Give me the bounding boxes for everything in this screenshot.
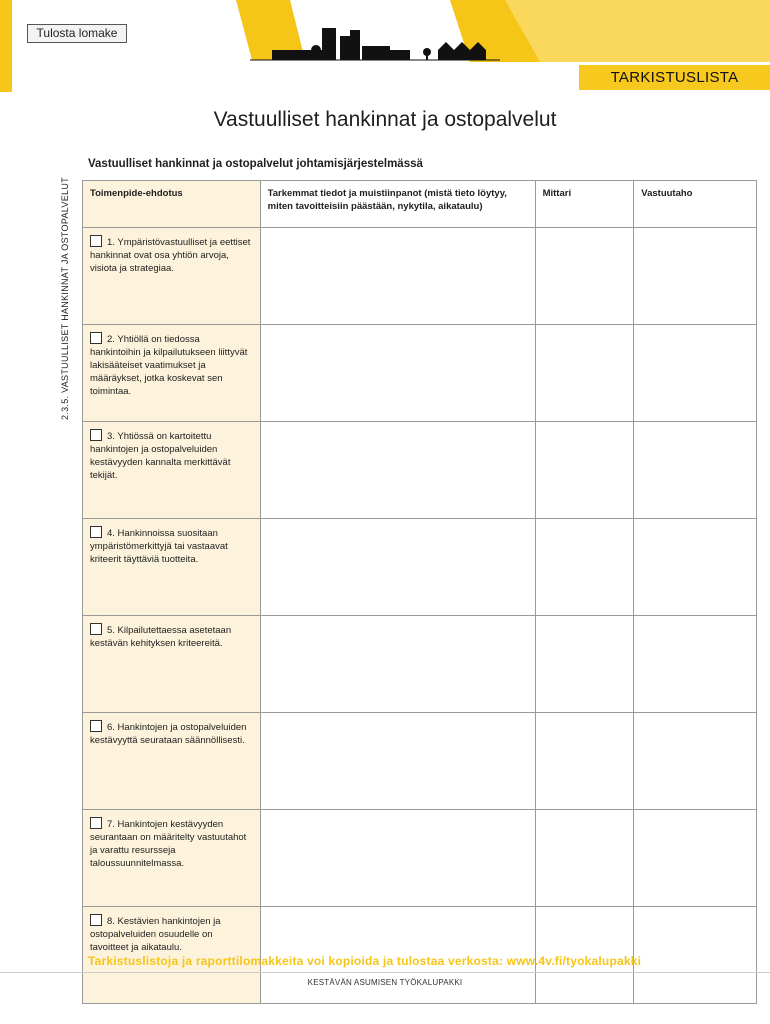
column-header-action: Toimenpide-ehdotus — [83, 181, 261, 228]
print-form-button[interactable]: Tulosta lomake — [27, 24, 127, 43]
table-row — [83, 810, 757, 907]
checkbox[interactable] — [90, 914, 102, 926]
notes-cell[interactable] — [260, 810, 535, 907]
table-row — [83, 228, 757, 325]
table-row — [83, 713, 757, 810]
checklist-table — [82, 180, 757, 1004]
toolkit-web-link[interactable]: Tarkistuslistoja ja raporttilomakkeita voi kopioida ja tulostaa verkosta: www.4v.fi/tyokalupakki — [88, 954, 642, 968]
table-header-row — [83, 181, 757, 228]
notes-cell[interactable] — [260, 519, 535, 616]
metric-cell[interactable] — [535, 713, 634, 810]
footer-publication-name: KESTÄVÄN ASUMISEN TYÖKALUPAKKI — [307, 978, 463, 987]
responsible-cell[interactable] — [634, 810, 757, 907]
notes-cell[interactable] — [260, 325, 535, 422]
action-text: 2. Yhtiöllä on tiedossa hankintoihin ja kilpailutukseen liittyvät lakisääteiset vaatimukset ja määräykset, jotka koskevat sen toimintaa. — [90, 334, 248, 397]
checkbox[interactable] — [90, 235, 102, 247]
action-cell — [83, 810, 261, 907]
side-section-label: 2.3.5. VASTUULLISET HANKINNAT JA OSTOPALVELUT — [60, 177, 70, 420]
column-header-notes: Tarkemmat tiedot ja muistiinpanot (mistä tieto löytyy, miten tavoitteisiin päästään, nykytila, aikataulu) — [260, 181, 535, 228]
notes-cell[interactable] — [260, 422, 535, 519]
action-text: 7. Hankintojen kestävyyden seurantaan on määritelty vastuutahot ja varattu resursseja taloussuunnitelmassa. — [90, 819, 247, 869]
action-text: 3. Yhtiössä on kartoitettu hankintojen ja ostopalveluiden kestävyyden kannalta merkittävät tekijät. — [90, 431, 231, 481]
metric-cell[interactable] — [535, 519, 634, 616]
column-header-metric: Mittari — [535, 181, 634, 228]
responsible-cell[interactable] — [634, 616, 757, 713]
checkbox[interactable] — [90, 817, 102, 829]
action-cell — [83, 713, 261, 810]
action-cell — [83, 325, 261, 422]
table-row — [83, 519, 757, 616]
checkbox[interactable] — [90, 720, 102, 732]
action-cell — [83, 422, 261, 519]
action-text: 4. Hankinnoissa suositaan ympäristömerkittyjä tai vastaavat kriteerit täyttäviä tuotteita. — [90, 528, 228, 565]
table-row — [83, 616, 757, 713]
checkbox[interactable] — [90, 623, 102, 635]
checklist-tab: TARKISTUSLISTA — [579, 65, 770, 90]
metric-cell[interactable] — [535, 325, 634, 422]
column-header-responsible: Vastuutaho — [634, 181, 757, 228]
metric-cell[interactable] — [535, 810, 634, 907]
checkbox[interactable] — [90, 429, 102, 441]
checkbox[interactable] — [90, 526, 102, 538]
action-text: 6. Hankintojen ja ostopalveluiden kestävyyttä seurataan säännöllisesti. — [90, 722, 247, 746]
action-text: 1. Ympäristövastuulliset ja eettiset hankinnat ovat osa yhtiön arvoja, visiota ja strategiaa. — [90, 237, 251, 274]
page-title: Vastuulliset hankinnat ja ostopalvelut — [213, 108, 557, 131]
metric-cell[interactable] — [535, 616, 634, 713]
table-row — [83, 325, 757, 422]
table-row — [83, 422, 757, 519]
notes-cell[interactable] — [260, 228, 535, 325]
metric-cell[interactable] — [535, 228, 634, 325]
footer-divider — [0, 972, 770, 973]
checkbox[interactable] — [90, 332, 102, 344]
action-cell — [83, 616, 261, 713]
action-cell — [83, 519, 261, 616]
action-text: 8. Kestävien hankintojen ja ostopalveluiden osuudelle on tavoitteet ja aikataulu. — [90, 916, 221, 953]
responsible-cell[interactable] — [634, 519, 757, 616]
section-subtitle: Vastuulliset hankinnat ja ostopalvelut johtamisjärjestelmässä — [88, 158, 423, 170]
notes-cell[interactable] — [260, 713, 535, 810]
skyline-icon — [272, 28, 486, 60]
notes-cell[interactable] — [260, 616, 535, 713]
responsible-cell[interactable] — [634, 907, 757, 1004]
responsible-cell[interactable] — [634, 713, 757, 810]
responsible-cell[interactable] — [634, 325, 757, 422]
responsible-cell[interactable] — [634, 228, 757, 325]
action-cell — [83, 228, 261, 325]
metric-cell[interactable] — [535, 422, 634, 519]
action-text: 5. Kilpailutettaessa asetetaan kestävän kehityksen kriteereitä. — [90, 625, 232, 649]
responsible-cell[interactable] — [634, 422, 757, 519]
